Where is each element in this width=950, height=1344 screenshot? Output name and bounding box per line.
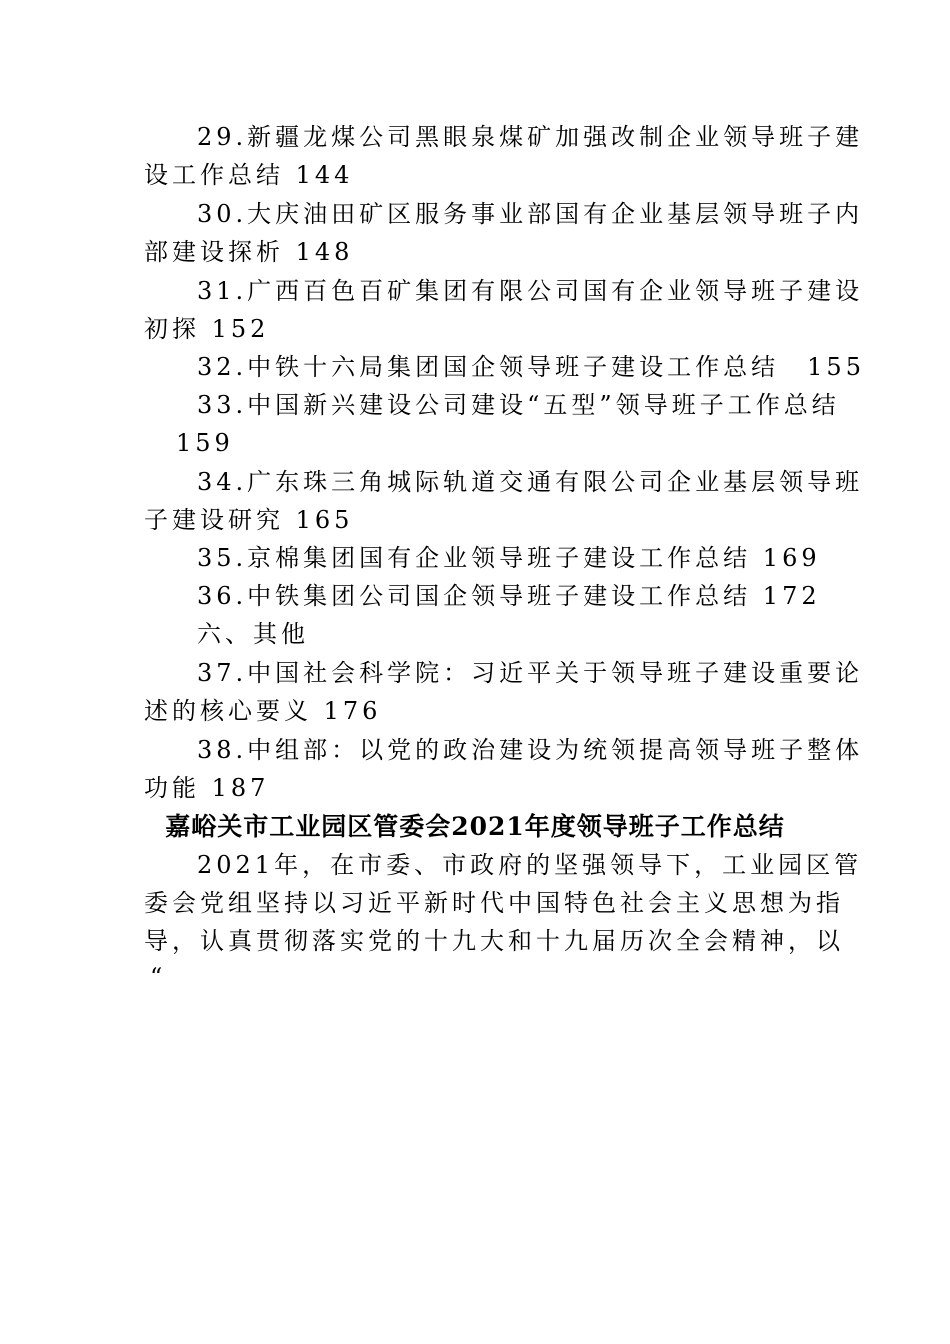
toc-item-35-line1: 35.京棉集团国有企业领导班子建设工作总结 169: [197, 544, 821, 572]
toc-item-34-line1: 34.广东珠三角城际轨道交通有限公司企业基层领导班: [197, 468, 864, 496]
toc-item-29-line1: 29.新疆龙煤公司黑眼泉煤矿加强改制企业领导班子建: [197, 123, 864, 151]
article-title: 嘉峪关市工业园区管委会2021年度领导班子工作总结: [165, 812, 785, 841]
toc-item-31-line1: 31.广西百色百矿集团有限公司国有企业领导班子建设: [197, 277, 864, 305]
toc-item-37-line2: 述的核心要义 176: [144, 697, 382, 725]
toc-item-36-line1: 36.中铁集团公司国企领导班子建设工作总结 172: [197, 582, 821, 610]
toc-item-29-line2: 设工作总结 144: [144, 161, 354, 189]
toc-item-38-line2: 功能 187: [144, 774, 270, 802]
toc-item-33-line2: 159: [176, 429, 234, 457]
toc-item-33-line1: 33.中国新兴建设公司建设“五型”领导班子工作总结: [197, 391, 840, 419]
article-paragraph-line3: 导，认真贯彻落实党的十九大和十九届历次全会精神，以: [144, 927, 844, 955]
toc-item-37-line1: 37.中国社会科学院：习近平关于领导班子建设重要论: [197, 659, 864, 687]
toc-item-30-line1: 30.大庆油田矿区服务事业部国有企业基层领导班子内: [197, 200, 864, 228]
toc-item-34-line2: 子建设研究 165: [144, 506, 354, 534]
article-paragraph-line1: 2021年，在市委、市政府的坚强领导下，工业园区管: [197, 851, 863, 879]
toc-item-31-line2: 初探 152: [144, 315, 270, 343]
toc-item-30-line2: 部建设探析 148: [144, 238, 354, 266]
toc-item-38-line1: 38.中组部：以党的政治建设为统领提高领导班子整体: [197, 736, 864, 764]
toc-item-32-line1: 32.中铁十六局集团国企领导班子建设工作总结 155: [197, 353, 865, 381]
article-paragraph-line2: 委会党组坚持以习近平新时代中国特色社会主义思想为指: [144, 889, 844, 917]
toc-section-other: 六、其他: [197, 620, 309, 648]
article-paragraph-line4: “: [150, 963, 167, 991]
